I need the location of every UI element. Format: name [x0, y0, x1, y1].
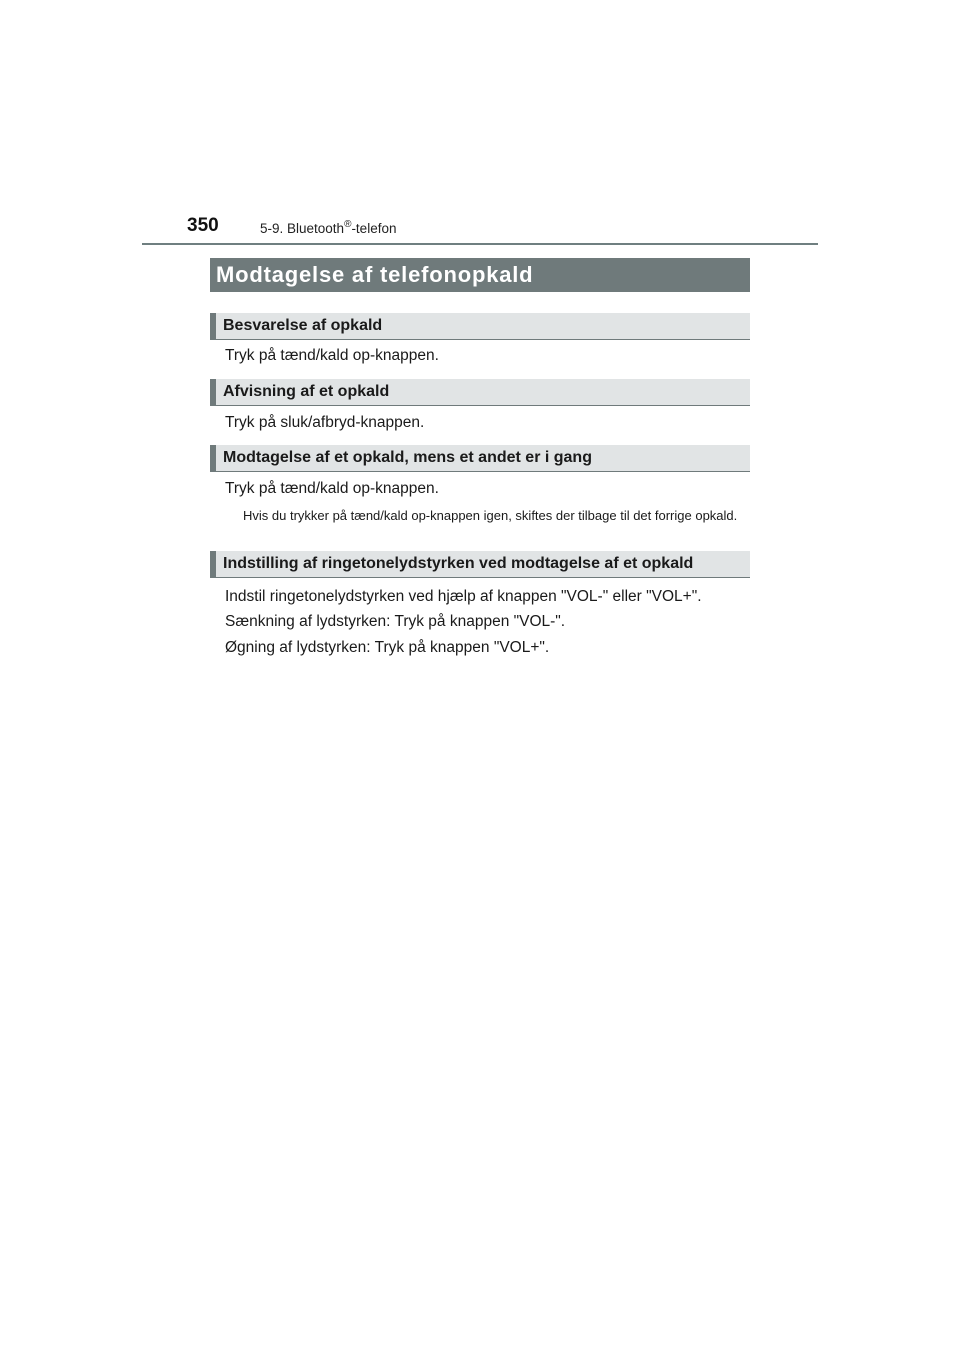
chapter-prefix: 5-9. Bluetooth: [260, 221, 345, 236]
instruction-text: Indstil ringetonelydstyrken ved hjælp af knappen "VOL-" eller "VOL+".: [225, 588, 702, 605]
chapter-suffix: -telefon: [351, 221, 397, 236]
registered-mark: ®: [344, 219, 352, 230]
header-divider: [142, 243, 818, 245]
subheading-reject-call: [210, 379, 750, 406]
subheading-call-waiting: [210, 445, 750, 472]
note-text: Hvis du trykker på tænd/kald op-knappen igen, skiftes der tilbage til det forrige opkald.: [243, 508, 738, 523]
subheading-text: Indstilling af ringetonelydstyrken ved modtagelse af et opkald: [223, 555, 694, 572]
subheading-ringtone-volume: [210, 551, 750, 578]
subheading-text: Besvarelse af opkald: [223, 317, 383, 334]
subheading-answer-call: [210, 313, 750, 340]
page-number: 350: [187, 215, 219, 236]
instruction-text: Tryk på sluk/afbryd-knappen.: [225, 414, 425, 431]
section-title-bar: [210, 258, 750, 292]
section-title: Modtagelse af telefonopkald: [216, 262, 534, 287]
instruction-text: Sænkning af lydstyrken: Tryk på knappen "VOL-".: [225, 613, 566, 630]
subheading-text: Afvisning af et opkald: [223, 383, 390, 400]
instruction-text: Øgning af lydstyrken: Tryk på knappen "VOL+".: [225, 639, 550, 656]
instruction-text: Tryk på tænd/kald op-knappen.: [225, 347, 439, 364]
instruction-text: Tryk på tænd/kald op-knappen.: [225, 480, 439, 497]
subheading-text: Modtagelse af et opkald, mens et andet er i gang: [223, 449, 592, 466]
running-header: [260, 221, 396, 236]
